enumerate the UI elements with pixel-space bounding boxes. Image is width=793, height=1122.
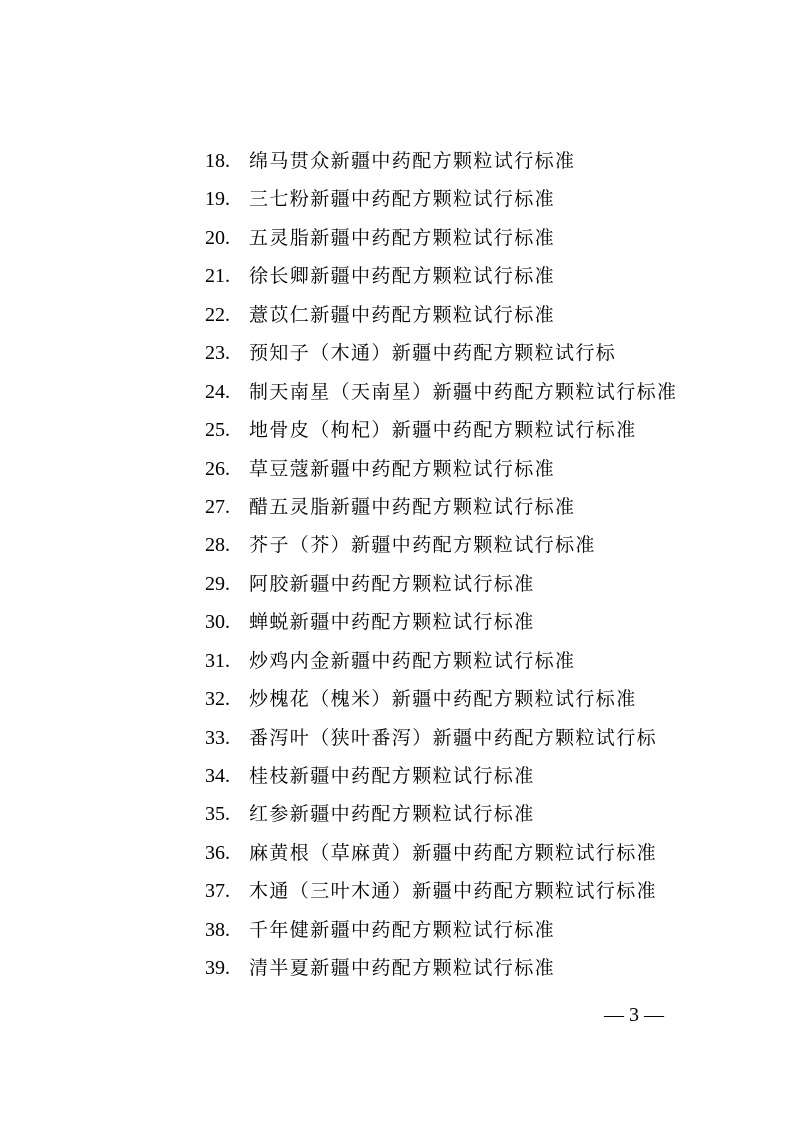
item-title: 麻黄根（草麻黄）新疆中药配方颗粒试行标准: [249, 841, 658, 864]
item-title: 徐长卿新疆中药配方颗粒试行标准: [249, 265, 556, 288]
item-title: 薏苡仁新疆中药配方颗粒试行标准: [249, 303, 556, 326]
list-item: [205, 257, 677, 295]
item-title: 芥子（芥）新疆中药配方颗粒试行标准: [249, 534, 596, 557]
item-title: 炒鸡内金新疆中药配方颗粒试行标准: [249, 649, 576, 672]
list-item: [205, 219, 677, 257]
item-number: 19.: [205, 188, 230, 211]
item-title: 草豆蔻新疆中药配方颗粒试行标准: [249, 457, 556, 480]
item-number: 24.: [205, 380, 230, 403]
item-number: 29.: [205, 572, 230, 595]
item-number: 34.: [205, 765, 230, 787]
list-item: [205, 603, 677, 641]
list-item: [205, 296, 677, 334]
list-item: [205, 719, 677, 757]
item-number: 38.: [205, 918, 230, 941]
item-number: 23.: [205, 342, 230, 365]
item-number: 25.: [205, 419, 230, 442]
item-number: 27.: [205, 495, 230, 518]
item-number: 31.: [205, 649, 230, 672]
item-number: 28.: [205, 534, 230, 557]
list-item: [205, 450, 677, 488]
list-item: [205, 565, 677, 603]
item-title: 醋五灵脂新疆中药配方颗粒试行标准: [249, 495, 576, 518]
item-title: 三七粉新疆中药配方颗粒试行标准: [249, 188, 556, 211]
item-number: 20.: [205, 226, 230, 249]
item-number: 32.: [205, 688, 230, 711]
list-item: [205, 373, 677, 411]
list-item: [205, 872, 677, 910]
list-item: [205, 488, 677, 526]
item-title: 制天南星（天南星）新疆中药配方颗粒试行标准: [249, 380, 678, 403]
item-title: 五灵脂新疆中药配方颗粒试行标准: [249, 226, 556, 249]
list-item: [205, 411, 677, 449]
item-number: 36.: [205, 841, 230, 864]
standards-list: [205, 142, 677, 988]
list-item: [205, 526, 677, 564]
list-item: [205, 334, 677, 372]
item-number: 33.: [205, 726, 230, 749]
list-item: [205, 834, 677, 872]
item-number: 35.: [205, 803, 230, 826]
list-item: [205, 680, 677, 718]
list-item: [205, 949, 677, 987]
item-title: 木通（三叶木通）新疆中药配方颗粒试行标准: [249, 880, 658, 903]
item-number: 21.: [205, 265, 230, 288]
item-title: 清半夏新疆中药配方颗粒试行标准: [249, 957, 556, 980]
item-title: 千年健新疆中药配方颗粒试行标准: [249, 918, 556, 941]
list-item: [205, 180, 677, 218]
item-number: 39.: [205, 957, 230, 980]
item-title: 桂枝新疆中药配方颗粒试行标准: [249, 765, 535, 787]
item-title: 地骨皮（枸杞）新疆中药配方颗粒试行标准: [249, 419, 637, 442]
list-item: [205, 911, 677, 949]
list-item: [205, 642, 677, 680]
item-title: 红参新疆中药配方颗粒试行标准: [249, 803, 535, 826]
item-number: 22.: [205, 303, 230, 326]
item-number: 30.: [205, 611, 230, 634]
item-number: 18.: [205, 150, 230, 172]
item-title: 预知子（木通）新疆中药配方颗粒试行标: [249, 342, 617, 365]
page-number: — 3 —: [604, 1004, 664, 1026]
item-title: 炒槐花（槐米）新疆中药配方颗粒试行标准: [249, 688, 637, 711]
list-item: [205, 142, 677, 180]
list-item: [205, 757, 677, 795]
item-title: 蝉蜕新疆中药配方颗粒试行标准: [249, 611, 535, 634]
item-number: 37.: [205, 880, 230, 903]
list-item: [205, 795, 677, 833]
item-title: 阿胶新疆中药配方颗粒试行标准: [249, 572, 535, 595]
item-title: 绵马贯众新疆中药配方颗粒试行标准: [249, 150, 576, 172]
item-title: 番泻叶（狭叶番泻）新疆中药配方颗粒试行标: [249, 726, 658, 749]
item-number: 26.: [205, 457, 230, 480]
